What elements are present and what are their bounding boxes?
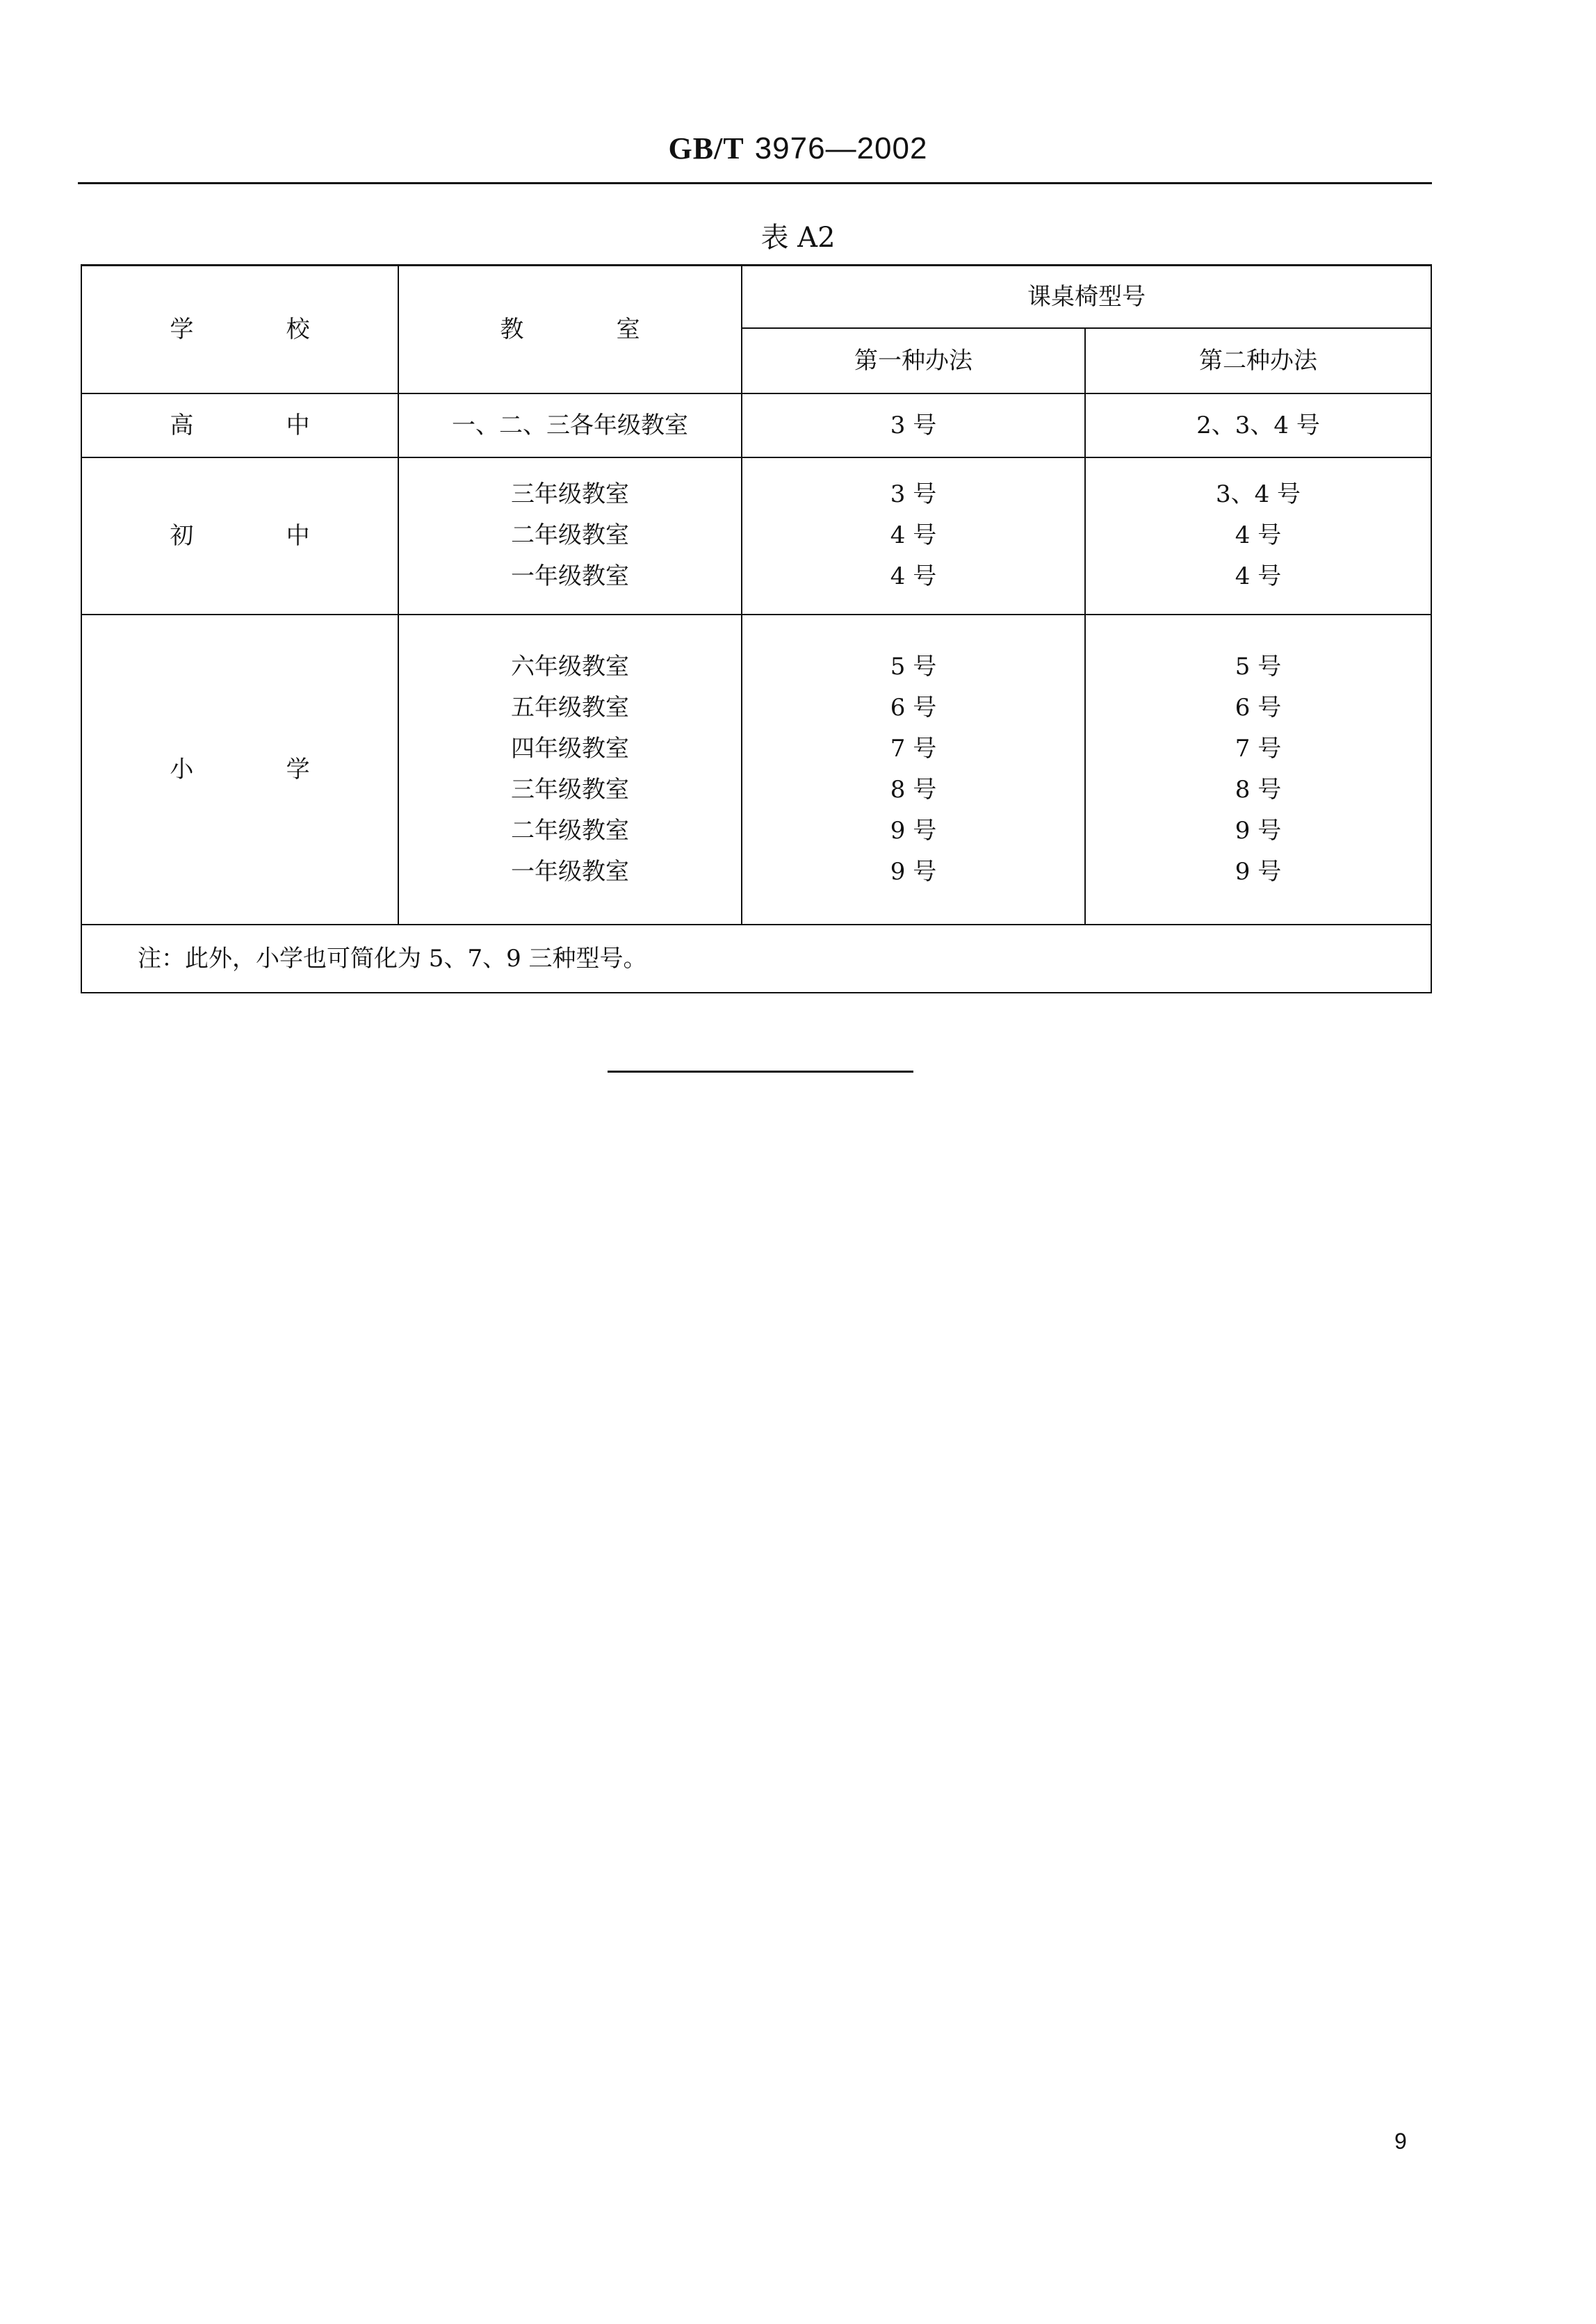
header-method2: 第二种办法 bbox=[1085, 328, 1431, 393]
method2-cell: 3、4 号 4 号 4 号 bbox=[1085, 457, 1431, 615]
end-rule bbox=[608, 1071, 913, 1073]
method2-cell: 2、3、4 号 bbox=[1085, 393, 1431, 457]
header-school: 学 校 bbox=[81, 266, 398, 393]
table-note: 注：此外，小学也可简化为 5、7、9 三种型号。 bbox=[81, 925, 1431, 993]
method1-cell: 5 号 6 号 7 号 8 号 9 号 9 号 bbox=[742, 615, 1085, 925]
table-row bbox=[81, 457, 1431, 615]
classroom-cell: 六年级教室 五年级教室 四年级教室 三年级教室 二年级教室 一年级教室 bbox=[398, 615, 742, 925]
school-cell: 小 学 bbox=[81, 615, 398, 925]
standard-prefix: GB/T bbox=[668, 131, 744, 165]
classroom-cell: 三年级教室 二年级教室 一年级教室 bbox=[398, 457, 742, 615]
table-note-row bbox=[81, 925, 1431, 993]
method1-cell: 3 号 4 号 4 号 bbox=[742, 457, 1085, 615]
header-method1: 第一种办法 bbox=[742, 328, 1085, 393]
table-row bbox=[81, 393, 1431, 457]
standard-number: 3976—2002 bbox=[754, 131, 928, 165]
header-model-group: 课桌椅型号 bbox=[742, 266, 1431, 328]
method2-cell: 5 号 6 号 7 号 8 号 9 号 9 号 bbox=[1085, 615, 1431, 925]
method1-cell: 3 号 bbox=[742, 393, 1085, 457]
page-number: 9 bbox=[1394, 2129, 1407, 2154]
school-cell: 初 中 bbox=[81, 457, 398, 615]
classroom-cell: 一、二、三各年级教室 bbox=[398, 393, 742, 457]
header-classroom: 教 室 bbox=[398, 266, 742, 393]
school-cell: 高 中 bbox=[81, 393, 398, 457]
header-rule bbox=[78, 182, 1432, 184]
desk-chair-model-table bbox=[81, 264, 1432, 993]
standard-code-header bbox=[0, 131, 1596, 166]
table-title: 表 A2 bbox=[760, 222, 836, 254]
table-row bbox=[81, 615, 1431, 925]
